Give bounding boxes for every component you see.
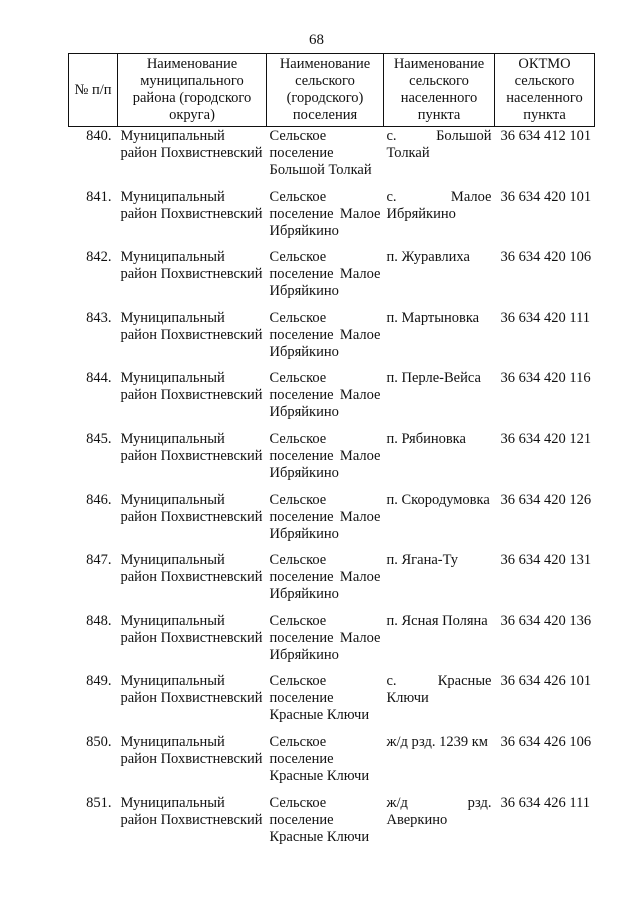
row-number: 847. (86, 552, 112, 569)
table-body (69, 127, 595, 856)
settlement-cell: Сельское поселение Красные Ключи (269, 794, 370, 845)
oktmo-cell: 36 634 412 101 (500, 128, 592, 144)
locality-cell: с. Красные Ключи (386, 673, 492, 707)
district-cell: Муниципальный район Похвистневский (120, 370, 263, 404)
row-number: 840. (86, 128, 112, 144)
header-district: Наименование муниципального района (городского округа) (118, 54, 267, 127)
header-locality: Наименование сельского населенного пункта (384, 54, 495, 127)
settlement-cell: Сельское поселение Малое Ибряйкино (269, 491, 381, 542)
row-number: 844. (86, 370, 112, 387)
district-cell: Муниципальный район Похвистневский (120, 733, 263, 767)
settlement-cell: Сельское поселение Красные Ключи (269, 733, 370, 784)
header-row (69, 54, 595, 127)
settlement-cell: Сельское поселение Малое Ибряйкино (269, 370, 381, 421)
table-row (69, 189, 595, 250)
oktmo-cell: 36 634 420 106 (500, 249, 592, 266)
row-number: 848. (86, 612, 112, 629)
district-cell: Муниципальный район Похвистневский (120, 249, 263, 283)
oktmo-cell: 36 634 420 101 (500, 188, 592, 205)
table-row (69, 492, 595, 553)
locality-cell: п. Ягана-Ту (386, 552, 458, 569)
district-cell: Муниципальный район Похвистневский (120, 491, 263, 525)
locality-cell: с. Большой Толкай (386, 128, 492, 161)
district-cell: Муниципальный район Похвистневский (120, 794, 263, 828)
locality-cell: п. Скородумовка (386, 491, 490, 508)
row-number: 851. (86, 794, 112, 811)
oktmo-cell: 36 634 420 116 (500, 370, 591, 387)
locality-cell: п. Ясная Поляна (386, 612, 488, 629)
page-number: 68 (309, 32, 324, 48)
oktmo-cell: 36 634 420 131 (500, 552, 592, 569)
row-number: 849. (86, 673, 112, 690)
oktmo-cell: 36 634 420 136 (500, 612, 592, 629)
locality-cell: п. Журавлиха (386, 249, 470, 266)
oktmo-cell: 36 634 420 126 (500, 491, 592, 508)
locality-cell: п. Мартыновка (386, 309, 480, 326)
table-row (69, 310, 595, 371)
settlement-cell: Сельское поселение Красные Ключи (269, 673, 370, 724)
district-cell: Муниципальный район Похвистневский (120, 430, 263, 464)
district-cell: Муниципальный район Похвистневский (120, 612, 263, 646)
settlement-cell: Сельское поселение Малое Ибряйкино (269, 249, 381, 300)
settlement-cell: Сельское поселение Малое Ибряйкино (269, 612, 381, 663)
table-row (69, 613, 595, 674)
locality-cell: ж/д рзд. 1239 км (386, 733, 488, 750)
settlement-cell: Сельское поселение Малое Ибряйкино (269, 552, 381, 603)
row-number: 845. (86, 430, 112, 447)
locality-cell: с. Малое Ибряйкино (386, 188, 492, 222)
table-row (69, 673, 595, 734)
header-oktmo: ОКТМО сельского населенного пункта (495, 54, 595, 127)
table-row (69, 431, 595, 492)
locality-cell: ж/д рзд. Аверкино (386, 794, 492, 828)
table-row (69, 795, 595, 856)
locality-cell: п. Рябиновка (386, 430, 466, 447)
row-number: 846. (86, 491, 112, 508)
row-number: 841. (86, 188, 112, 205)
row-number: 843. (86, 309, 112, 326)
settlement-cell: Сельское поселение Малое Ибряйкино (269, 188, 381, 239)
district-cell: Муниципальный район Похвистневский (120, 552, 263, 586)
row-number: 850. (86, 733, 112, 750)
district-cell: Муниципальный район Похвистневский (120, 673, 263, 707)
localities-table (68, 53, 595, 855)
locality-cell: п. Перле-Вейса (386, 370, 481, 387)
table-row (69, 249, 595, 310)
table-row (69, 734, 595, 795)
table-row (69, 552, 595, 613)
row-number: 842. (86, 249, 112, 266)
table-header (69, 54, 595, 127)
district-cell: Муниципальный район Похвистневский (120, 188, 263, 222)
district-cell: Муниципальный район Похвистневский (120, 128, 263, 161)
settlement-cell: Сельское поселение Большой Толкай (269, 128, 372, 178)
header-settlement: Наименование сельского (городского) поселения (267, 54, 384, 127)
district-cell: Муниципальный район Похвистневский (120, 309, 263, 343)
table-row (69, 127, 595, 189)
header-number: № п/п (69, 54, 118, 127)
table-row (69, 370, 595, 431)
settlement-cell: Сельское поселение Малое Ибряйкино (269, 309, 381, 360)
oktmo-cell: 36 634 426 111 (500, 794, 591, 811)
oktmo-cell: 36 634 426 101 (500, 673, 592, 690)
settlement-cell: Сельское поселение Малое Ибряйкино (269, 430, 381, 481)
oktmo-cell: 36 634 420 121 (500, 430, 592, 447)
oktmo-cell: 36 634 426 106 (500, 733, 592, 750)
oktmo-cell: 36 634 420 111 (500, 309, 591, 326)
